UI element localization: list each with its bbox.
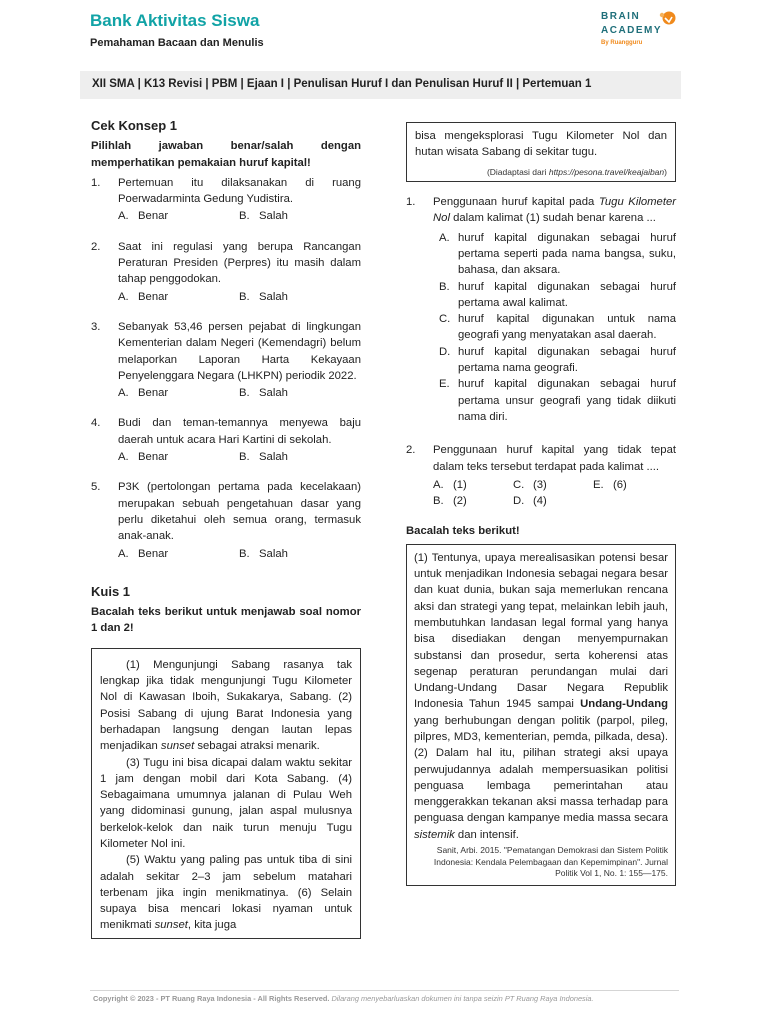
- option-benar[interactable]: A. Benar: [118, 385, 239, 401]
- logo-text-academy: ACADEMY: [601, 25, 663, 36]
- question-number: 1.: [406, 196, 416, 209]
- question-number: 2.: [91, 240, 101, 253]
- cek-konsep-title: Cek Konsep 1: [91, 118, 177, 133]
- answer-option-c[interactable]: C. huruf kapital digunakan untuk nama geografi yang menyatakan asal daerah.: [439, 313, 676, 342]
- option-benar[interactable]: A. Benar: [118, 449, 239, 465]
- answer-option-d[interactable]: D. (4): [513, 495, 547, 508]
- option-label: Benar: [138, 290, 169, 303]
- question-item: [91, 479, 361, 561]
- question-number: 4.: [91, 417, 101, 430]
- kuis-instruction: Bacalah teks berikut untuk menjawab soal nomor 1 dan 2!: [91, 606, 361, 635]
- option-label: Salah: [259, 290, 288, 303]
- question-text: Penggunaan huruf kapital pada Tugu Kilometer Nol dalam kalimat (1) sudah benar karena ...: [433, 196, 677, 225]
- topic-breadcrumb: XII SMA | K13 Revisi | PBM | Ejaan I | Penulisan Huruf I dan Penulisan Huruf II | Pertemuan 1: [92, 78, 592, 90]
- quiz-question-1: [406, 194, 676, 425]
- answer-option-b[interactable]: B. (2): [433, 495, 467, 508]
- brain-academy-logo: [600, 10, 690, 52]
- question-item: [91, 415, 361, 465]
- page-title: Bank Aktivitas Siswa: [90, 11, 260, 30]
- option-label: Salah: [259, 547, 288, 560]
- question-number: 1.: [91, 176, 101, 189]
- logo-text-byline: By Ruangguru: [601, 40, 643, 46]
- question-number: 2.: [406, 444, 416, 457]
- option-salah[interactable]: B. Salah: [239, 385, 360, 401]
- political-text: (1) Tentunya, upaya merealisasikan potensi besar untuk menjadikan Indonesia sebagai negara besar dan kuat dunia, bukan saja memerlukan rencana aksi dan strategi yang tepat, melainkan lebih jauh, membutuhkan landasan legal formal yang hanya bisa disediakan dengan menyempurnakan substansi dan prosedur, serta koherensi atas segenap peraturan perundangan mulai dari Undang-Undang Dasar Negara Republik Indonesia Tahun 1945 sampai Undang-Undang yang berhubungan dengan politik (parpol, pileg, pilpres, MD3, kementerian, pemda, pilkada, desa). (2) Dalam hal itu, pilihan strategi aksi upaya perwujudannya adalah mempersuasikan politisi penguasa lembaga pemerintahan atau menggerakkan tekanan aksi massa terhadap para penguasa dengan kampanye media massa secara sistemik dan intensif.: [414, 551, 668, 841]
- option-benar[interactable]: A. Benar: [118, 208, 239, 224]
- question-item: [91, 319, 361, 401]
- question-text: Pertemuan itu dilaksanakan di ruang Poerwadarminta Gedung Yudistira.: [118, 176, 361, 206]
- passage-continuation: bisa mengeksplorasi Tugu Kilometer Nol dan hutan wisata Sabang di sekitar tugu.: [415, 130, 667, 159]
- answer-option-d[interactable]: D. huruf kapital digunakan sebagai huruf pertama nama geografi.: [439, 345, 676, 375]
- option-label: Salah: [259, 387, 288, 400]
- brain-logo-icon: [658, 10, 678, 28]
- question-text: Sebanyak 53,46 persen pejabat di lingkungan Kementerian dalam Negeri (Kemendagri) belum melaporkan Laporan Harta Kekayaan Penyelenggara Negara (LHKPN) periodik 2022.: [118, 320, 361, 382]
- reading-passage-continued: [406, 122, 676, 182]
- answer-option-a[interactable]: A. (1): [433, 478, 467, 491]
- bacalah-title: Bacalah teks berikut!: [406, 525, 520, 538]
- quiz-question-2: [406, 442, 676, 509]
- answer-option-b[interactable]: B. huruf kapital digunakan sebagai huruf pertama awal kalimat.: [439, 280, 676, 309]
- option-salah[interactable]: B. Salah: [239, 208, 360, 224]
- question-text: Budi dan teman-temannya menyewa baju daerah untuk acara Hari Kartini di sekolah.: [118, 417, 361, 446]
- question-item: [91, 239, 361, 305]
- topic-bar: [80, 71, 681, 99]
- question-number: 5.: [91, 481, 101, 494]
- answer-option-e[interactable]: E. huruf kapital digunakan sebagai huruf pertama unsur geografi yang tidak diikuti nama diri.: [439, 378, 676, 423]
- kuis-title: Kuis 1: [91, 583, 131, 599]
- political-text-box: [406, 544, 676, 886]
- question-text: Penggunaan huruf kapital yang tidak tepat dalam teks tersebut terdapat pada kalimat ....: [433, 444, 676, 473]
- answer-option-e[interactable]: E. (6): [593, 478, 627, 491]
- option-label: Salah: [259, 210, 288, 223]
- copyright-footer: Copyright © 2023 - PT Ruang Raya Indonesia - All Rights Reserved. Dilarang menyebarluaskan dokumen ini tanpa seizin PT Ruang Raya Indonesia.: [93, 994, 594, 1003]
- logo-text-brain: BRAIN: [601, 11, 641, 22]
- passage-paragraph: (1) Mengunjungi Sabang rasanya tak lengkap jika tidak mengunjungi Tugu Kilometer Nol di Kawasan Iboih, Sukakarya, Sabang. (2) Posisi Sabang di ujung Barat Indonesia yang berhadapan langsung dengan lautan lepas menjadikan sunset sebagai atraksi menarik.: [100, 658, 352, 753]
- option-label: Benar: [138, 547, 169, 560]
- question-text: Saat ini regulasi yang berupa Rancangan Peraturan Presiden (Perpres) itu masih dalam tahap penggodokan.: [118, 240, 361, 286]
- passage-paragraph: (3) Tugu ini bisa dicapai dalam waktu sekitar 1 jam dengan mobil dari Kota Sabang. (4) Sebagaimana umumnya jalanan di Pulau Weh yang didominasi gunung, jalan aspal mulusnya berkelok-kelok dan naik turun menuju Tugu Kilometer Nol ini.: [100, 756, 352, 850]
- cek-konsep-instruction: Pilihlah jawaban benar/salah dengan memperhatikan pemakaian huruf kapital!: [91, 140, 361, 169]
- option-label: Benar: [138, 210, 169, 223]
- option-salah[interactable]: B. Salah: [239, 449, 360, 465]
- passage-paragraph: (5) Waktu yang paling pas untuk tiba di sini adalah sekitar 2–3 jam sebelum matahari terbenam jika ingin menikmatinya. (6) Selain supaya bisa mencari lokasi nyaman untuk menikmati sunset, kita juga: [100, 854, 352, 932]
- option-salah[interactable]: B. Salah: [239, 289, 360, 305]
- political-text-source: Sanit, Arbi. 2015. "Pematangan Demokrasi dan Sistem Politik Indonesia: Kendala Pelembagaan dan Kepemimpinan". Jurnal Politik Vol 1, No. 1: 155—175.: [433, 845, 668, 879]
- option-salah[interactable]: B. Salah: [239, 546, 360, 562]
- option-label: Benar: [138, 387, 169, 400]
- answer-option-a[interactable]: A. huruf kapital digunakan sebagai huruf pertama seperti pada nama bangsa, suku, bahasa, dan aksara.: [439, 231, 676, 277]
- right-column: [406, 122, 676, 886]
- option-benar[interactable]: A. Benar: [118, 289, 239, 305]
- reading-passage-box: [91, 648, 361, 939]
- left-column: [91, 118, 361, 939]
- option-label: Benar: [138, 451, 169, 464]
- answer-option-c[interactable]: C. (3): [513, 478, 547, 491]
- footer-divider: [90, 990, 679, 991]
- question-item: [91, 175, 361, 225]
- option-label: Salah: [259, 451, 288, 464]
- passage-source: (Diadaptasi dari https://pesona.travel/keajaiban): [486, 166, 667, 177]
- option-benar[interactable]: A. Benar: [118, 546, 239, 562]
- page-subtitle: Pemahaman Bacaan dan Menulis: [90, 37, 264, 49]
- question-text: P3K (pertolongan pertama pada kecelakaan) merupakan sebuah pengetahuan dasar yang perlu diketahui oleh semua orang, termasuk anak-anak.: [118, 481, 361, 543]
- question-number: 3.: [91, 320, 101, 333]
- page-header: [0, 0, 768, 64]
